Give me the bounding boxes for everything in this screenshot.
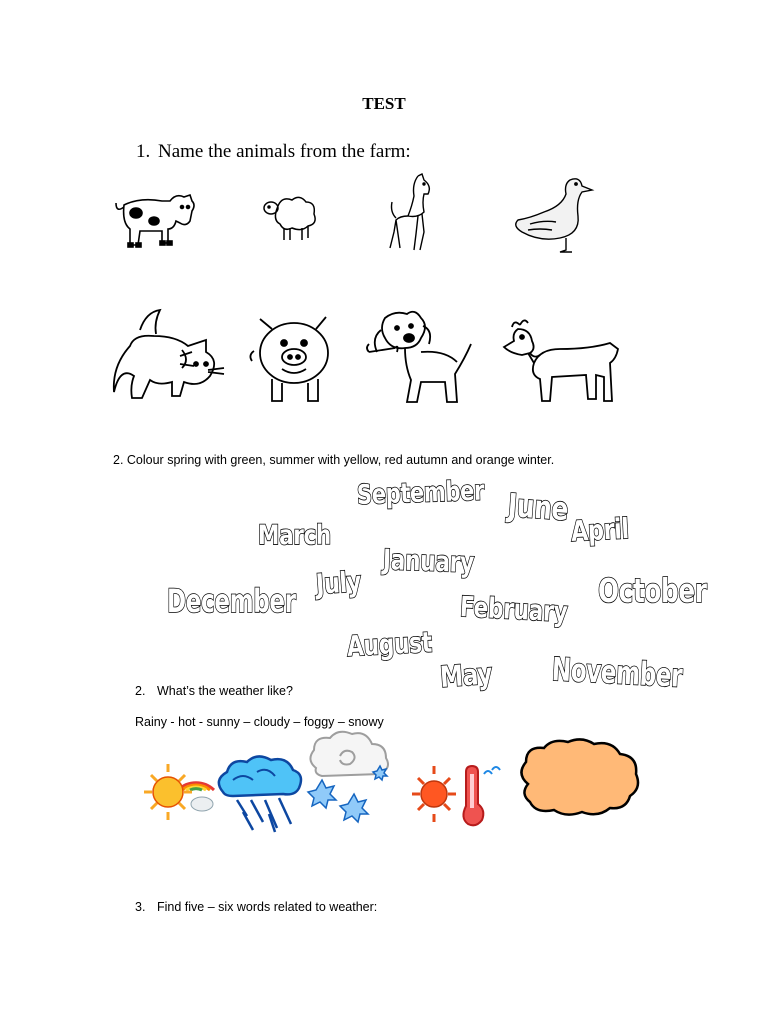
cloud-icon — [514, 736, 644, 820]
rain-cloud-icon — [213, 752, 305, 836]
weather-word-list: Rainy - hot - sunny – cloudy – foggy – snowy — [135, 715, 384, 729]
month-december: December — [167, 582, 296, 620]
question-1 — [136, 141, 411, 163]
month-october: October — [598, 571, 707, 610]
snow-cloud-icon — [300, 728, 398, 836]
month-september: September — [356, 475, 485, 511]
month-april: April — [570, 511, 630, 548]
question-1-number: 1. — [136, 141, 151, 162]
sheep-icon — [258, 190, 323, 245]
duck-icon — [510, 172, 595, 257]
horse-icon — [388, 172, 438, 252]
month-january: January — [382, 543, 475, 580]
question-2-weather — [135, 684, 293, 698]
month-february: February — [459, 590, 569, 629]
question-2-colour: 2. Colour spring with green, summer with yellow, red autumn and orange winter. — [113, 453, 555, 467]
month-november: November — [551, 650, 684, 695]
month-may: May — [438, 656, 494, 694]
question-2-weather-text: What’s the weather like? — [157, 684, 293, 698]
question-2-weather-number: 2. — [135, 684, 146, 698]
question-1-text: Name the animals from the farm: — [158, 141, 411, 162]
month-june: June — [506, 486, 570, 529]
month-march: March — [258, 520, 331, 551]
cat-icon — [110, 306, 228, 402]
pig-icon — [246, 311, 346, 405]
sun-rainbow-icon — [138, 760, 218, 824]
question-3-text: Find five – six words related to weather: — [157, 900, 378, 914]
month-july: July — [314, 564, 363, 601]
page-title: TEST — [362, 94, 406, 113]
goat-icon — [500, 319, 624, 405]
cow-icon — [110, 183, 200, 255]
month-august: August — [346, 625, 433, 663]
question-3 — [135, 900, 377, 914]
question-3-number: 3. — [135, 900, 146, 914]
hot-sun-thermometer-icon — [404, 760, 508, 830]
dog-icon — [365, 308, 477, 406]
